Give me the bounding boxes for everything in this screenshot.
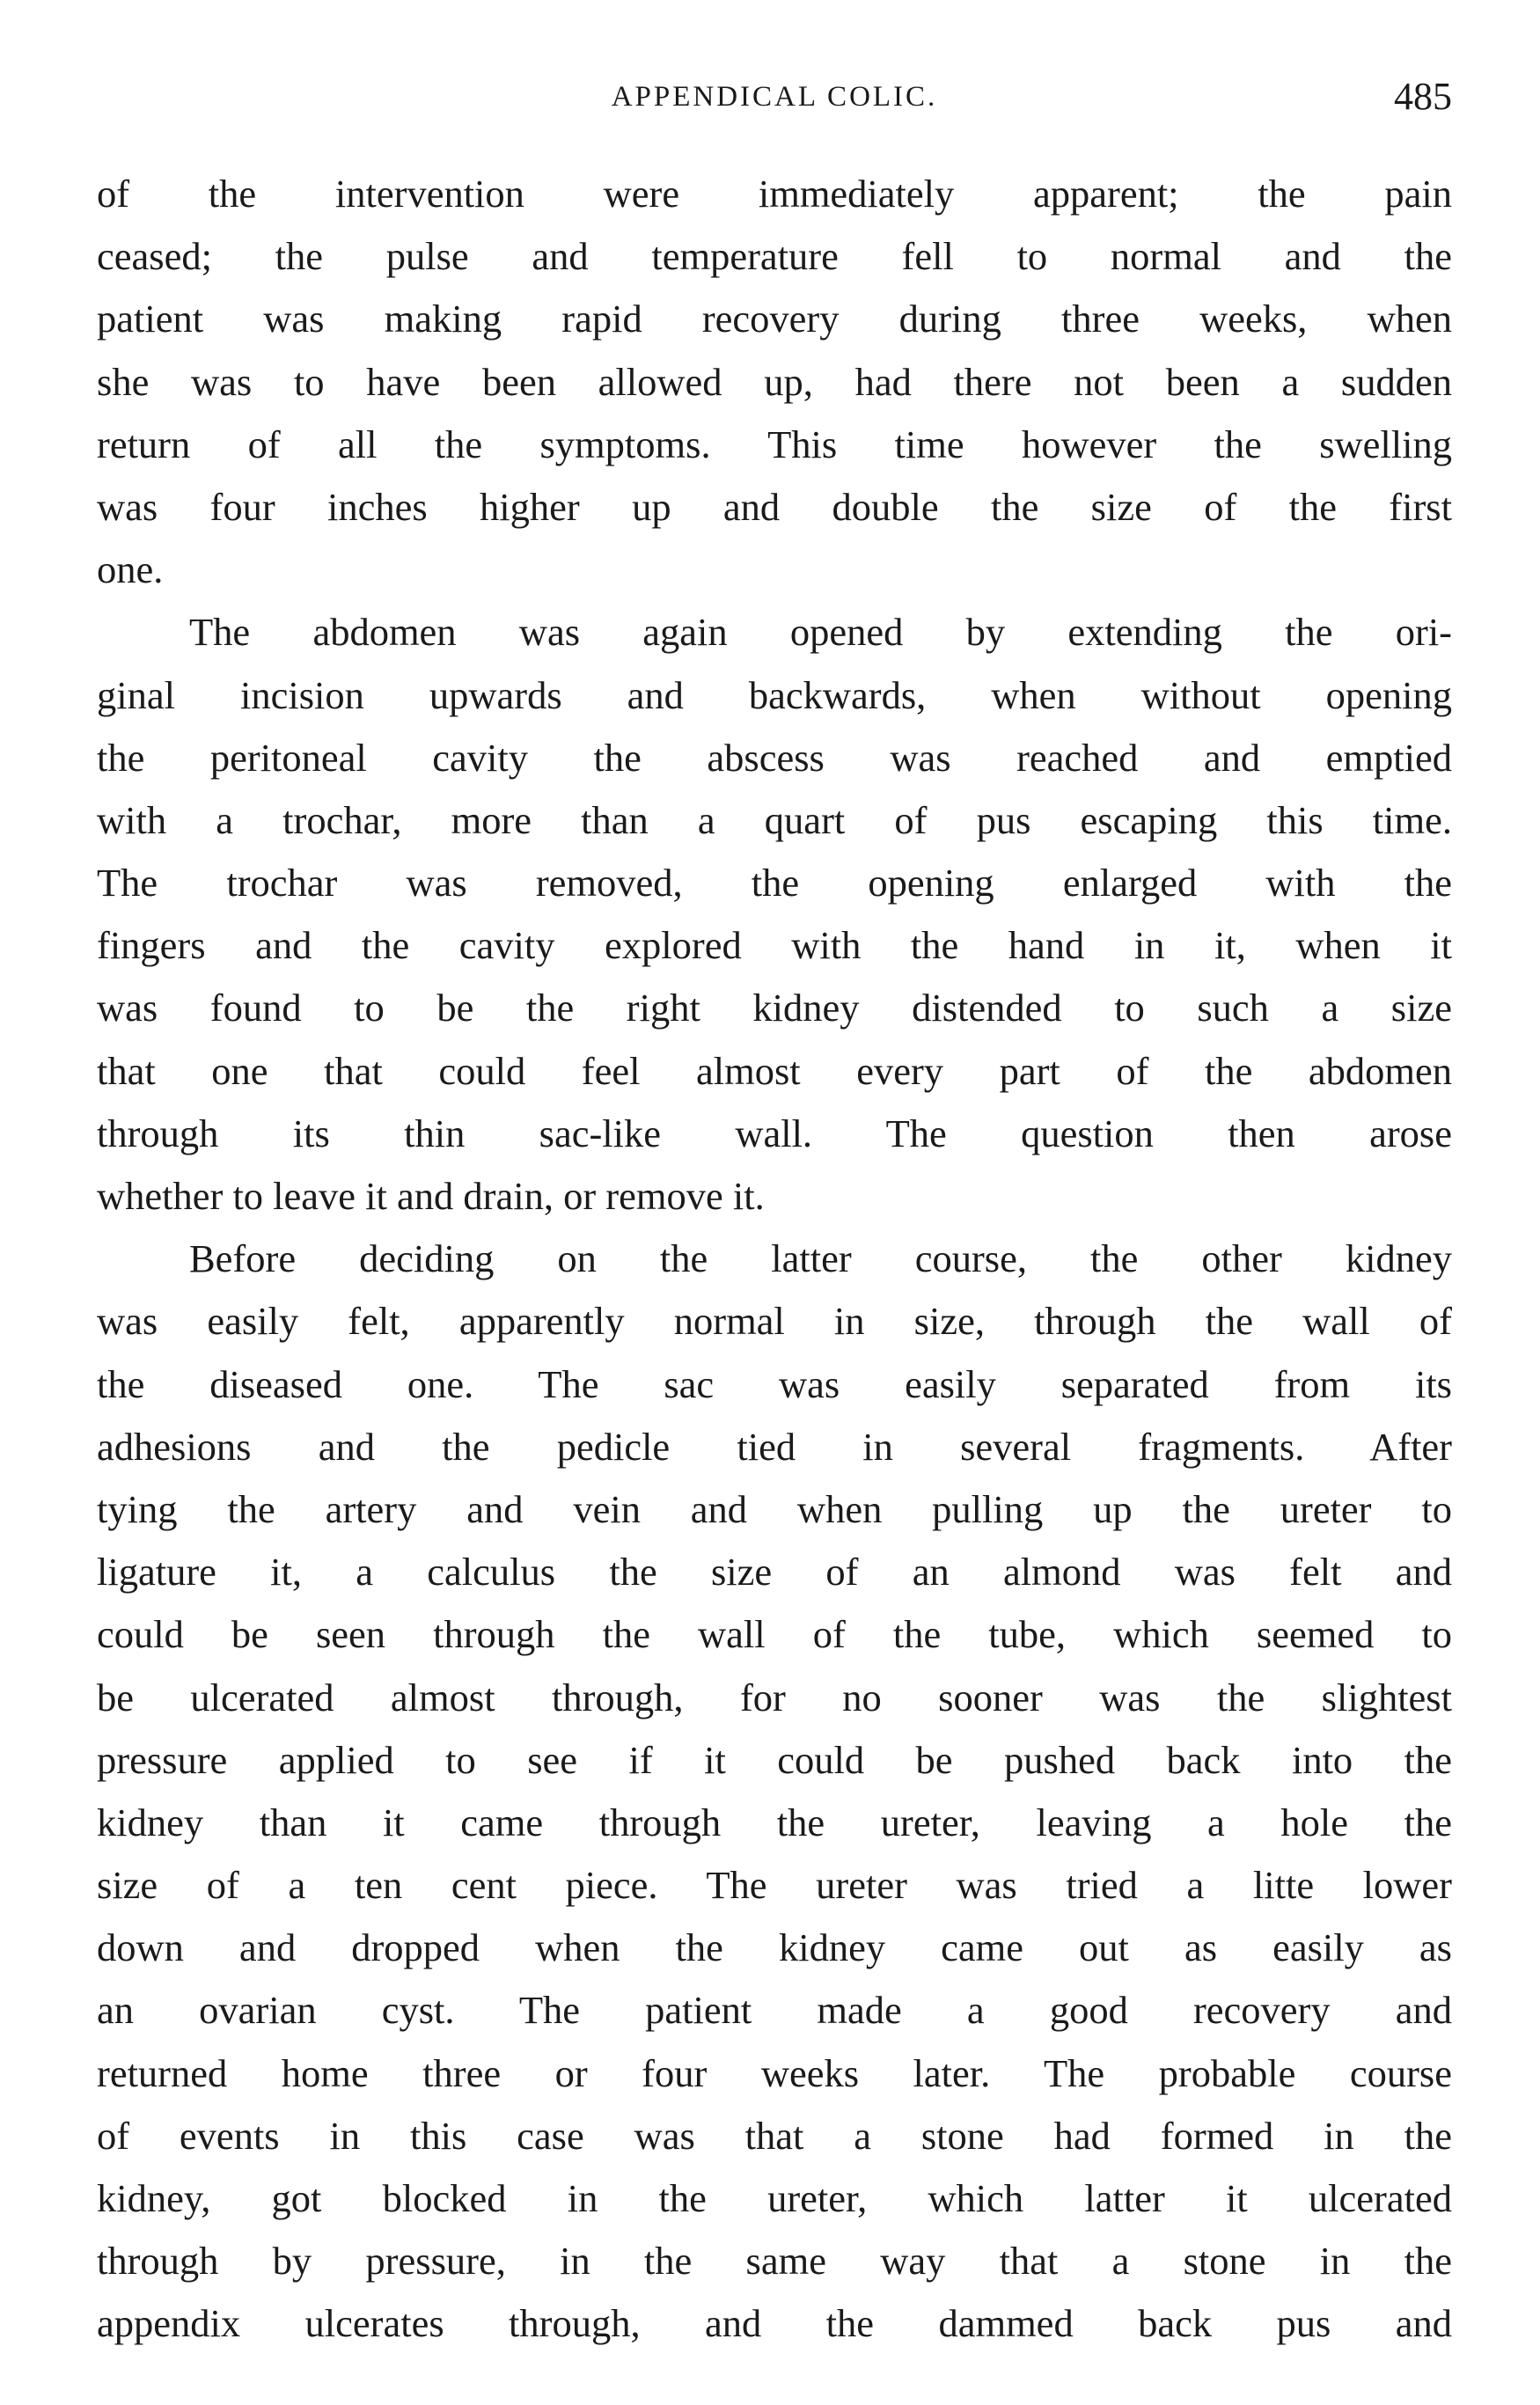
text-line: size of a ten cent piece. The ureter was tried a litte lower bbox=[97, 1863, 1452, 1908]
text-line: through by pressure, in the same way that a stone in the bbox=[97, 2239, 1452, 2284]
running-header bbox=[97, 70, 1452, 123]
page-number: 485 bbox=[1394, 75, 1452, 118]
text-line: return of all the symptoms. This time however the swelling bbox=[97, 422, 1452, 466]
text-line: that one that could feel almost every part of the abdomen bbox=[97, 1048, 1452, 1093]
text-line: ligature it, a calculus the size of an almond was felt and bbox=[97, 1550, 1452, 1595]
text-line: whether to leave it and drain, or remove it. bbox=[97, 1174, 765, 1218]
text-line: was easily felt, apparently normal in size, through the wall of bbox=[97, 1299, 1452, 1344]
body-text bbox=[97, 163, 1452, 2356]
text-line: of events in this case was that a stone had formed in the bbox=[97, 2113, 1452, 2158]
text-line: kidney, got blocked in the ureter, which latter it ulcerated bbox=[97, 2176, 1452, 2220]
text-line: the peritoneal cavity the abscess was reached and emptied bbox=[97, 735, 1452, 780]
text-line: she was to have been allowed up, had there not been a sudden bbox=[97, 359, 1452, 404]
text-line: Before deciding on the latter course, the other kidney bbox=[189, 1236, 1452, 1281]
text-line: ginal incision upwards and backwards, when without opening bbox=[97, 672, 1452, 717]
text-line: an ovarian cyst. The patient made a good recovery and bbox=[97, 1988, 1452, 2033]
text-line: was found to be the right kidney distended to such a size bbox=[97, 986, 1452, 1030]
text-line: be ulcerated almost through, for no sooner was the slightest bbox=[97, 1675, 1452, 1719]
text-line: kidney than it came through the ureter, leaving a hole the bbox=[97, 1800, 1452, 1844]
text-line: was four inches higher up and double the size of the first bbox=[97, 484, 1452, 529]
text-line: The abdomen was again opened by extending the ori- bbox=[189, 610, 1452, 655]
text-line: tying the artery and vein and when pulling up the ureter to bbox=[97, 1486, 1452, 1531]
text-line: through its thin sac-like wall. The question then arose bbox=[97, 1111, 1452, 1155]
text-line: with a trochar, more than a quart of pus escaping this time. bbox=[97, 797, 1452, 842]
text-line: appendix ulcerates through, and the dammed back pus and bbox=[97, 2301, 1452, 2346]
text-line: adhesions and the pedicle tied in several fragments. After bbox=[97, 1424, 1452, 1469]
text-line: The trochar was removed, the opening enlarged with the bbox=[97, 861, 1452, 906]
text-line: down and dropped when the kidney came out as easily as bbox=[97, 1925, 1452, 1970]
text-line: one. bbox=[97, 547, 164, 592]
text-line: ceased; the pulse and temperature fell to normal and the bbox=[97, 234, 1452, 279]
text-line: could be seen through the wall of the tube, which seemed to bbox=[97, 1612, 1452, 1657]
text-line: the diseased one. The sac was easily separated from its bbox=[97, 1361, 1452, 1406]
text-line: pressure applied to see if it could be pushed back into the bbox=[97, 1737, 1452, 1782]
text-line: returned home three or four weeks later. The probable course bbox=[97, 2050, 1452, 2095]
text-line: of the intervention were immediately apparent; the pain bbox=[97, 172, 1452, 216]
text-line: patient was making rapid recovery during three weeks, when bbox=[97, 297, 1452, 341]
running-title: APPENDICAL COLIC. bbox=[611, 81, 938, 113]
text-line: fingers and the cavity explored with the hand in it, when it bbox=[97, 923, 1452, 968]
